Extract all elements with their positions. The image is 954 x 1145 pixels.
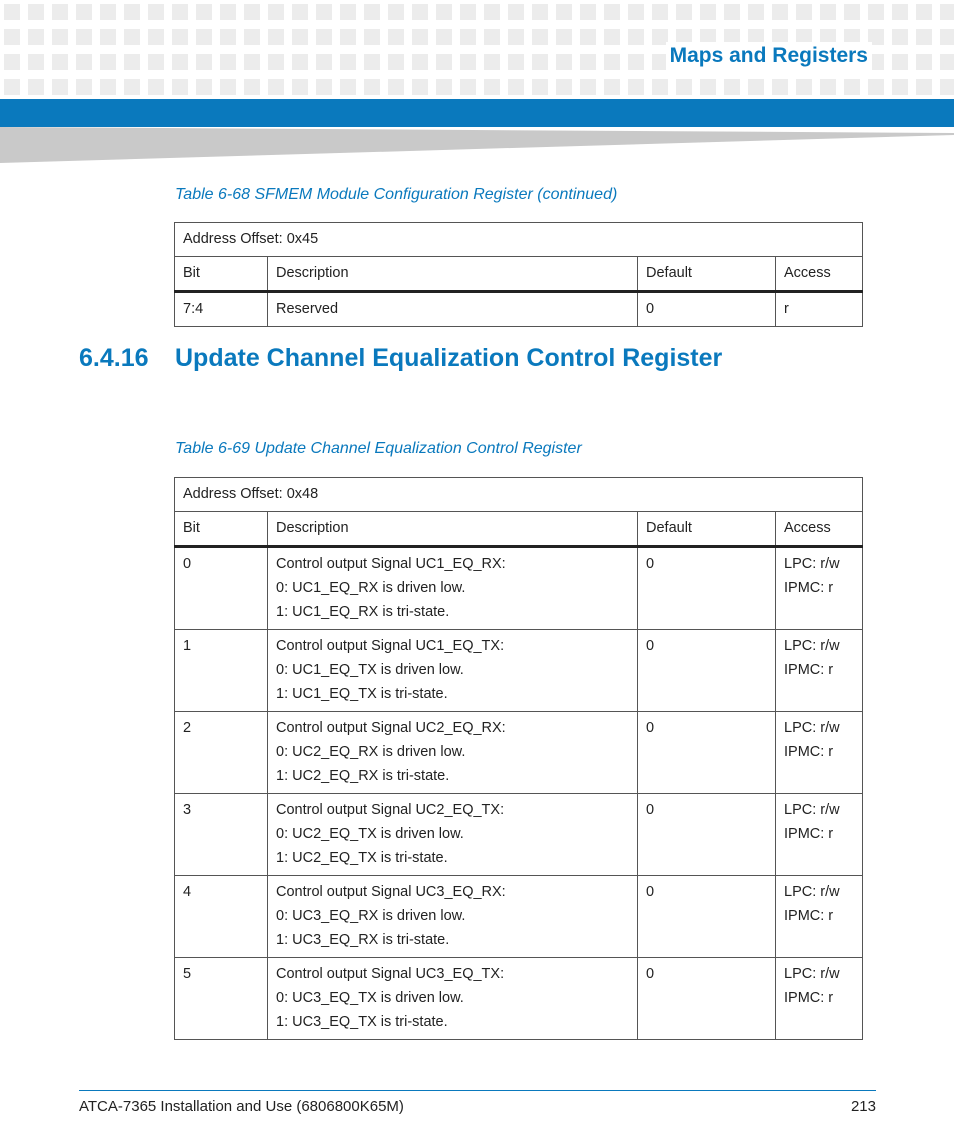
header-pattern-square	[508, 79, 524, 95]
header-pattern-square	[244, 54, 260, 70]
header-pattern-square	[124, 54, 140, 70]
header-pattern-square	[316, 79, 332, 95]
header-pattern-square	[100, 29, 116, 45]
header-pattern-square	[340, 29, 356, 45]
header-pattern-square	[52, 29, 68, 45]
header-pattern-square	[772, 79, 788, 95]
header-pattern-square	[4, 54, 20, 70]
footer-doc-title: ATCA-7365 Installation and Use (6806800K65M)	[79, 1098, 404, 1115]
header-pattern-square	[940, 29, 954, 45]
table-cell	[776, 712, 863, 794]
header-pattern-square	[532, 54, 548, 70]
header-pattern-square	[316, 4, 332, 20]
table-cell	[776, 794, 863, 876]
table-row	[175, 876, 863, 958]
cell-line: LPC: r/w	[784, 638, 840, 654]
header-pattern-square	[148, 79, 164, 95]
header-pattern-square	[76, 4, 92, 20]
column-header: Bit	[175, 257, 268, 292]
cell-line: LPC: r/w	[784, 884, 840, 900]
header-pattern-square	[604, 79, 620, 95]
cell-line: r	[784, 301, 789, 317]
header-pattern-square	[532, 29, 548, 45]
header-pattern-square	[412, 29, 428, 45]
header-pattern-square	[4, 4, 20, 20]
table-cell: 5	[175, 958, 268, 1040]
chapter-title: Maps and Registers	[666, 42, 872, 70]
header-pattern-square	[556, 54, 572, 70]
table-cell	[268, 794, 638, 876]
table-cell	[776, 547, 863, 630]
header-pattern-square	[580, 29, 596, 45]
address-offset: Address Offset: 0x45	[175, 223, 863, 257]
header-pattern-square	[820, 79, 836, 95]
header-pattern-square	[412, 4, 428, 20]
cell-line: 0: UC2_EQ_TX is driven low.	[276, 826, 464, 842]
header-pattern-square	[364, 4, 380, 20]
section-title: Update Channel Equalization Control Register	[175, 344, 723, 372]
table-row	[175, 958, 863, 1040]
cell-line: LPC: r/w	[784, 966, 840, 982]
header-pattern-square	[364, 79, 380, 95]
cell-line: 1: UC1_EQ_TX is tri-state.	[276, 686, 448, 702]
header-pattern-square	[148, 29, 164, 45]
header-pattern-square	[676, 79, 692, 95]
header-pattern-square	[52, 79, 68, 95]
header-pattern-square	[172, 29, 188, 45]
header-pattern-square	[484, 54, 500, 70]
header-pattern-square	[748, 79, 764, 95]
header-pattern-square	[700, 4, 716, 20]
header-pattern-square	[412, 79, 428, 95]
cell-line: Control output Signal UC1_EQ_RX:	[276, 556, 506, 572]
table-cell: 7:4	[175, 292, 268, 327]
header-pattern-square	[196, 29, 212, 45]
header-pattern-square	[340, 4, 356, 20]
table-cell: 0	[638, 547, 776, 630]
header-pattern-square	[508, 54, 524, 70]
header-pattern-square	[892, 4, 908, 20]
header-pattern-square	[220, 29, 236, 45]
header-pattern-square	[748, 4, 764, 20]
header-pattern-square	[940, 79, 954, 95]
address-offset: Address Offset: 0x48	[175, 478, 863, 512]
table-cell	[776, 630, 863, 712]
cell-line: LPC: r/w	[784, 720, 840, 736]
header-pattern-square	[172, 54, 188, 70]
cell-line: Control output Signal UC3_EQ_RX:	[276, 884, 506, 900]
header-pattern-square	[916, 4, 932, 20]
header-pattern-square	[460, 4, 476, 20]
header-pattern-square	[460, 79, 476, 95]
header-pattern-square	[28, 29, 44, 45]
header-pattern-square	[460, 29, 476, 45]
header-pattern-square	[436, 29, 452, 45]
table-row	[175, 630, 863, 712]
table-cell: 0	[175, 547, 268, 630]
header-pattern-square	[676, 4, 692, 20]
header-pattern-square	[292, 29, 308, 45]
header-pattern-square	[412, 54, 428, 70]
header-pattern-square	[532, 79, 548, 95]
header-pattern-square	[220, 79, 236, 95]
header-pattern-square	[556, 29, 572, 45]
table-cell	[268, 876, 638, 958]
cell-line: 0: UC3_EQ_TX is driven low.	[276, 990, 464, 1006]
cell-line: Reserved	[276, 301, 339, 317]
header-pattern-square	[436, 4, 452, 20]
header-pattern-square	[244, 79, 260, 95]
header-pattern-square	[796, 4, 812, 20]
header-pattern-square	[316, 29, 332, 45]
cell-line: 1: UC3_EQ_RX is tri-state.	[276, 932, 450, 948]
header-pattern-square	[820, 4, 836, 20]
header-pattern-square	[652, 79, 668, 95]
header-pattern-square	[28, 4, 44, 20]
table-cell: 0	[638, 794, 776, 876]
cell-line: Control output Signal UC1_EQ_TX:	[276, 638, 505, 654]
header-pattern-square	[388, 29, 404, 45]
header-pattern-square	[388, 4, 404, 20]
header-pattern-square	[892, 79, 908, 95]
header-pattern-square	[700, 79, 716, 95]
header-pattern-square	[124, 4, 140, 20]
header-pattern-square	[604, 4, 620, 20]
header-pattern-square	[604, 29, 620, 45]
header-pattern-square	[292, 54, 308, 70]
header-pattern-square	[916, 79, 932, 95]
cell-line: Control output Signal UC3_EQ_TX:	[276, 966, 505, 982]
header-pattern-square	[508, 4, 524, 20]
header-pattern-square	[844, 4, 860, 20]
table-cell: 3	[175, 794, 268, 876]
page-number: 213	[850, 1098, 876, 1115]
header-pattern-square	[388, 54, 404, 70]
header-pattern-square	[292, 4, 308, 20]
header-pattern-square	[220, 4, 236, 20]
cell-line: 1: UC1_EQ_RX is tri-state.	[276, 604, 450, 620]
table-row	[175, 292, 863, 327]
footer-rule	[79, 1090, 876, 1091]
section-number: 6.4.16	[79, 344, 149, 372]
table-cell	[776, 958, 863, 1040]
header-pattern-square	[172, 79, 188, 95]
cell-line: 1: UC3_EQ_TX is tri-state.	[276, 1014, 448, 1030]
address-row	[175, 223, 863, 257]
table-cell	[268, 630, 638, 712]
header-pattern-square	[436, 54, 452, 70]
cell-line: 0: UC3_EQ_RX is driven low.	[276, 908, 466, 924]
header-pattern-square	[172, 4, 188, 20]
header-pattern-square	[652, 4, 668, 20]
header-row	[175, 512, 863, 547]
table-cell	[776, 876, 863, 958]
header-pattern-square	[148, 4, 164, 20]
header-pattern-square	[892, 29, 908, 45]
header-pattern-square	[340, 54, 356, 70]
table-cell: 0	[638, 292, 776, 327]
column-header: Access	[776, 512, 863, 547]
header-pattern-square	[436, 79, 452, 95]
cell-line: Control output Signal UC2_EQ_TX:	[276, 802, 505, 818]
header-pattern-square	[940, 4, 954, 20]
cell-line: LPC: r/w	[784, 556, 840, 572]
table-cell	[268, 958, 638, 1040]
column-header: Default	[638, 257, 776, 292]
cell-line: 0: UC1_EQ_TX is driven low.	[276, 662, 464, 678]
table-cell	[776, 292, 863, 327]
header-wedge	[0, 127, 954, 163]
header-pattern-square	[340, 79, 356, 95]
header-pattern-square	[460, 54, 476, 70]
section-heading	[79, 344, 722, 373]
header-pattern-square	[148, 54, 164, 70]
header-pattern-square	[268, 29, 284, 45]
cell-line: 0: UC2_EQ_RX is driven low.	[276, 744, 466, 760]
table-68-caption: Table 6-68 SFMEM Module Configuration Register (continued)	[175, 186, 618, 203]
table-cell: 0	[638, 958, 776, 1040]
header-pattern-square	[724, 4, 740, 20]
table-cell: 0	[638, 876, 776, 958]
header-band	[0, 99, 954, 127]
table-cell	[268, 712, 638, 794]
header-pattern-square	[724, 79, 740, 95]
address-row	[175, 478, 863, 512]
header-pattern-square	[580, 54, 596, 70]
cell-line: Control output Signal UC2_EQ_RX:	[276, 720, 506, 736]
header-pattern-square	[484, 29, 500, 45]
header-pattern-square	[796, 79, 812, 95]
header-pattern-square	[196, 54, 212, 70]
header-pattern-square	[196, 4, 212, 20]
header-pattern-square	[28, 54, 44, 70]
cell-line: IPMC: r	[784, 662, 834, 678]
header-pattern-square	[28, 79, 44, 95]
header-pattern-square	[124, 29, 140, 45]
header-pattern-square	[940, 54, 954, 70]
header-pattern-square	[388, 79, 404, 95]
header-pattern-square	[220, 54, 236, 70]
table-cell: 2	[175, 712, 268, 794]
header-pattern-square	[100, 79, 116, 95]
table-cell	[268, 292, 638, 327]
header-pattern-square	[844, 79, 860, 95]
table-cell: 1	[175, 630, 268, 712]
header-pattern-square	[100, 4, 116, 20]
table-row	[175, 712, 863, 794]
cell-line: IPMC: r	[784, 826, 834, 842]
header-pattern-square	[868, 79, 884, 95]
header-pattern-square	[76, 54, 92, 70]
column-header: Description	[268, 512, 638, 547]
header-pattern-square	[772, 4, 788, 20]
header-pattern-square	[916, 29, 932, 45]
header-pattern-square	[580, 79, 596, 95]
cell-line: 1: UC2_EQ_TX is tri-state.	[276, 850, 448, 866]
table-69	[174, 477, 863, 1040]
header-pattern-square	[52, 4, 68, 20]
header-pattern-square	[124, 79, 140, 95]
table-cell	[268, 547, 638, 630]
table-cell: 0	[638, 630, 776, 712]
table-cell: 0	[638, 712, 776, 794]
header-pattern-square	[364, 29, 380, 45]
header-row	[175, 257, 863, 292]
table-cell: 4	[175, 876, 268, 958]
cell-line: LPC: r/w	[784, 802, 840, 818]
header-pattern-square	[292, 79, 308, 95]
cell-line: IPMC: r	[784, 908, 834, 924]
header-pattern-square	[892, 54, 908, 70]
header-pattern-square	[604, 54, 620, 70]
column-header: Access	[776, 257, 863, 292]
table-row	[175, 794, 863, 876]
header-pattern-square	[316, 54, 332, 70]
header-pattern-square	[916, 54, 932, 70]
header-pattern-square	[628, 4, 644, 20]
header-pattern-square	[364, 54, 380, 70]
header-pattern-square	[268, 4, 284, 20]
header-pattern-square	[628, 54, 644, 70]
header-pattern-square	[244, 29, 260, 45]
cell-line: IPMC: r	[784, 580, 834, 596]
header-pattern-square	[196, 79, 212, 95]
header-pattern-square	[556, 79, 572, 95]
cell-line: IPMC: r	[784, 990, 834, 1006]
header-pattern-square	[532, 4, 548, 20]
header-pattern-square	[628, 79, 644, 95]
header-pattern-square	[52, 54, 68, 70]
header-pattern-square	[76, 79, 92, 95]
cell-line: IPMC: r	[784, 744, 834, 760]
header-pattern-square	[268, 79, 284, 95]
header-pattern-square	[628, 29, 644, 45]
header-pattern-square	[100, 54, 116, 70]
column-header: Default	[638, 512, 776, 547]
header-pattern-square	[484, 79, 500, 95]
cell-line: 0: UC1_EQ_RX is driven low.	[276, 580, 466, 596]
header-pattern-square	[508, 29, 524, 45]
table-68	[174, 222, 863, 327]
header-pattern-square	[4, 29, 20, 45]
header-pattern-square	[868, 4, 884, 20]
header-pattern-square	[244, 4, 260, 20]
cell-line: 1: UC2_EQ_RX is tri-state.	[276, 768, 450, 784]
table-69-caption: Table 6-69 Update Channel Equalization Control Register	[175, 440, 582, 457]
header-pattern-square	[268, 54, 284, 70]
header-pattern-square	[484, 4, 500, 20]
header-pattern-square	[4, 79, 20, 95]
header-pattern-square	[580, 4, 596, 20]
column-header: Bit	[175, 512, 268, 547]
table-row	[175, 547, 863, 630]
column-header: Description	[268, 257, 638, 292]
header-pattern-square	[76, 29, 92, 45]
header-pattern-square	[556, 4, 572, 20]
